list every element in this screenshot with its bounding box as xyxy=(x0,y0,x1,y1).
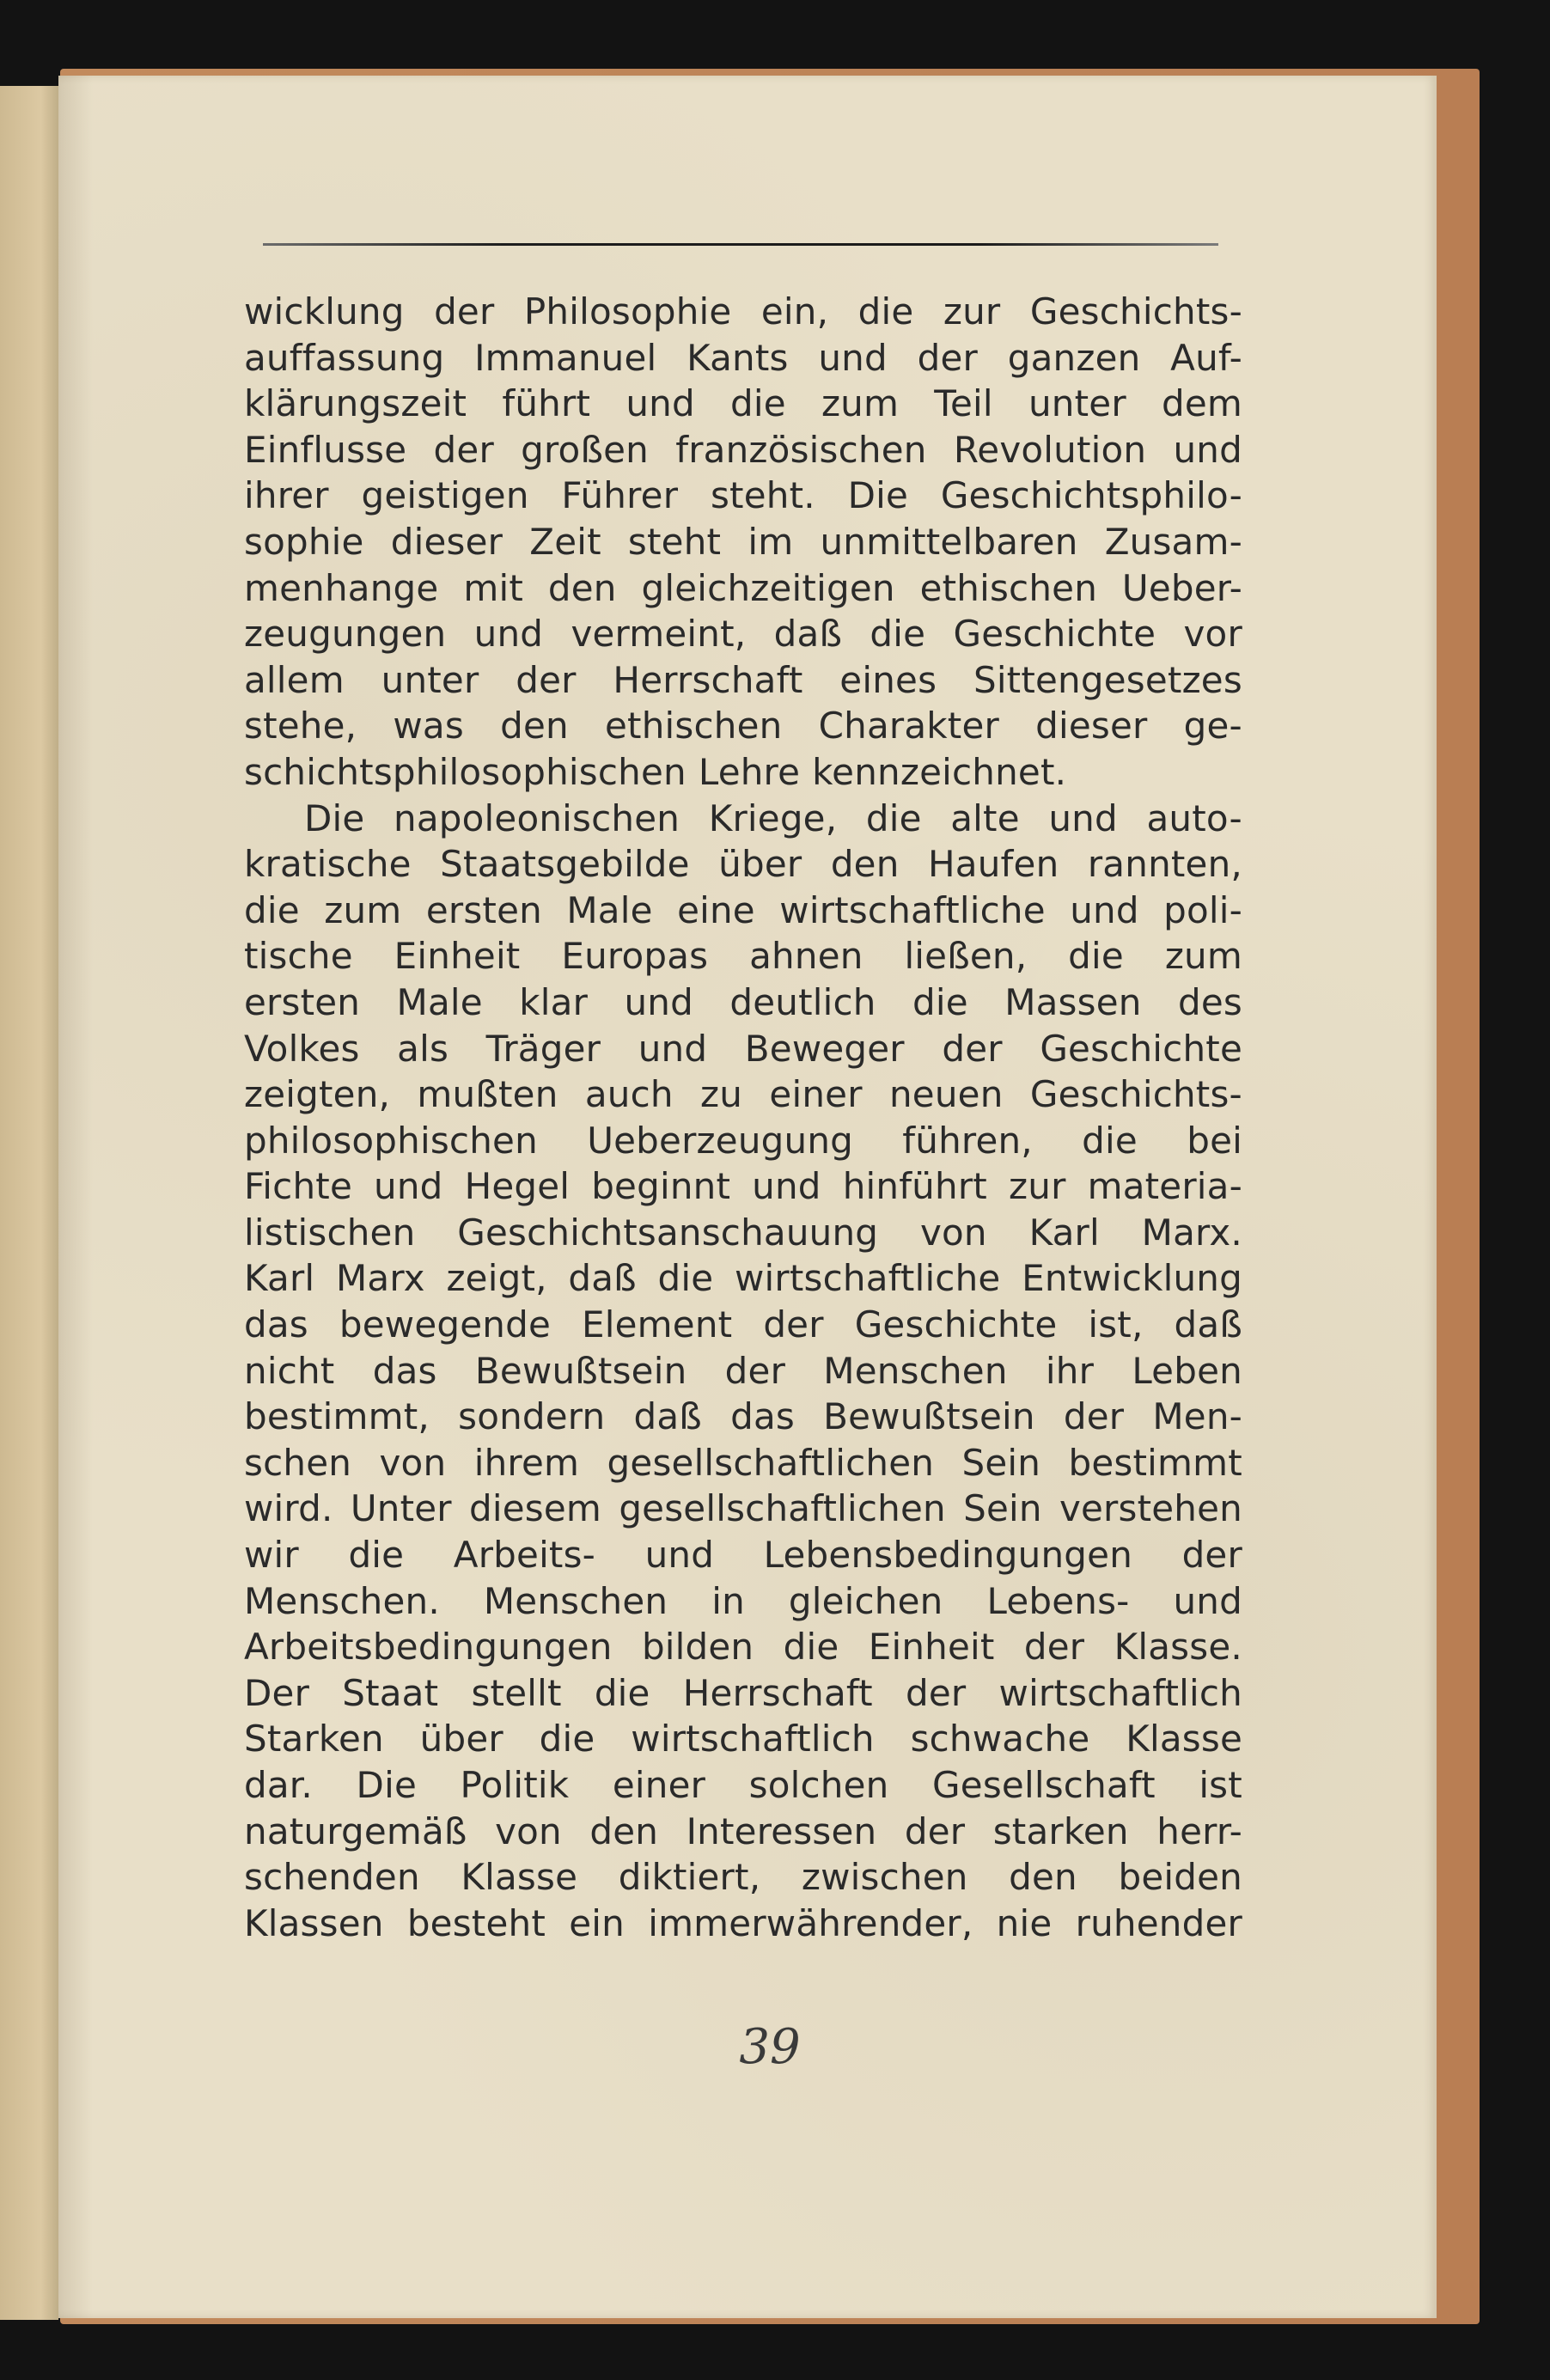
text-line: tische Einheit Europas ahnen ließen, die zum xyxy=(244,935,1242,978)
text-line: bestimmt, sondern daß das Bewußtsein der Men- xyxy=(244,1395,1242,1438)
text-line: wir die Arbeits- und Lebensbedingungen der xyxy=(244,1534,1242,1577)
text-line: zeigten, mußten auch zu einer neuen Geschichts- xyxy=(244,1073,1242,1116)
text-line: sophie dieser Zeit steht im unmittelbaren Zusam- xyxy=(244,520,1242,563)
text-line: zeugungen und vermeint, daß die Geschichte vor xyxy=(244,613,1242,656)
text-line: Einflusse der großen französischen Revolution und xyxy=(244,428,1242,471)
page-number: 39 xyxy=(739,2019,801,2075)
text-line: Klassen besteht ein immerwährender, nie ruhender xyxy=(244,1901,1242,1944)
text-line: wicklung der Philosophie ein, die zur Geschichts- xyxy=(244,290,1242,333)
text-line: kratische Staatsgebilde über den Haufen rannten, xyxy=(244,843,1242,886)
text-line: die zum ersten Male eine wirtschaftliche und poli- xyxy=(244,888,1242,931)
text-line: nicht das Bewußtsein der Menschen ihr Leben xyxy=(244,1349,1242,1392)
facing-page-edge xyxy=(0,86,58,2320)
text-line: auffassung Immanuel Kants und der ganzen Auf- xyxy=(244,336,1242,379)
text-line: naturgemäß von den Interessen der starken herr- xyxy=(244,1809,1242,1852)
text-line: Volkes als Träger und Beweger der Geschichte xyxy=(244,1027,1242,1070)
text-line: ihrer geistigen Führer steht. Die Geschichtsphilo- xyxy=(244,474,1242,517)
text-line: stehe, was den ethischen Charakter dieser ge- xyxy=(244,705,1242,748)
text-line: schichtsphilosophischen Lehre kennzeichnet. xyxy=(244,750,1067,793)
text-line: menhange mit den gleichzeitigen ethischen Ueber- xyxy=(244,566,1242,609)
text-line: Menschen. Menschen in gleichen Lebens- und xyxy=(244,1579,1242,1622)
text-line: klärungszeit führt und die zum Teil unter dem xyxy=(244,382,1242,425)
body-text xyxy=(244,289,1242,1946)
text-line: das bewegende Element der Geschichte ist, daß xyxy=(244,1303,1242,1346)
text-line: philosophischen Ueberzeugung führen, die bei xyxy=(244,1119,1242,1162)
text-line: schen von ihrem gesellschaftlichen Sein bestimmt xyxy=(244,1441,1242,1484)
text-line: allem unter der Herrschaft eines Sittengesetzes xyxy=(244,658,1242,701)
text-line: wird. Unter diesem gesellschaftlichen Sein verstehen xyxy=(244,1487,1242,1530)
text-line: Starken über die wirtschaftlich schwache Klasse xyxy=(244,1718,1242,1761)
text-line: schenden Klasse diktiert, zwischen den beiden xyxy=(244,1856,1242,1899)
text-line: Die napoleonischen Kriege, die alte und auto- xyxy=(304,796,1242,839)
text-line: listischen Geschichtsanschauung von Karl Marx. xyxy=(244,1211,1242,1254)
text-line: ersten Male klar und deutlich die Massen des xyxy=(244,980,1242,1023)
text-line: Fichte und Hegel beginnt und hinführt zur materia- xyxy=(244,1165,1242,1208)
header-rule xyxy=(263,243,1218,246)
text-line: Arbeitsbedingungen bilden die Einheit der Klasse. xyxy=(244,1626,1242,1669)
text-line: Der Staat stellt die Herrschaft der wirtschaftlich xyxy=(244,1671,1242,1714)
text-line: Karl Marx zeigt, daß die wirtschaftliche Entwicklung xyxy=(244,1257,1242,1300)
text-line: dar. Die Politik einer solchen Gesellschaft ist xyxy=(244,1764,1242,1806)
